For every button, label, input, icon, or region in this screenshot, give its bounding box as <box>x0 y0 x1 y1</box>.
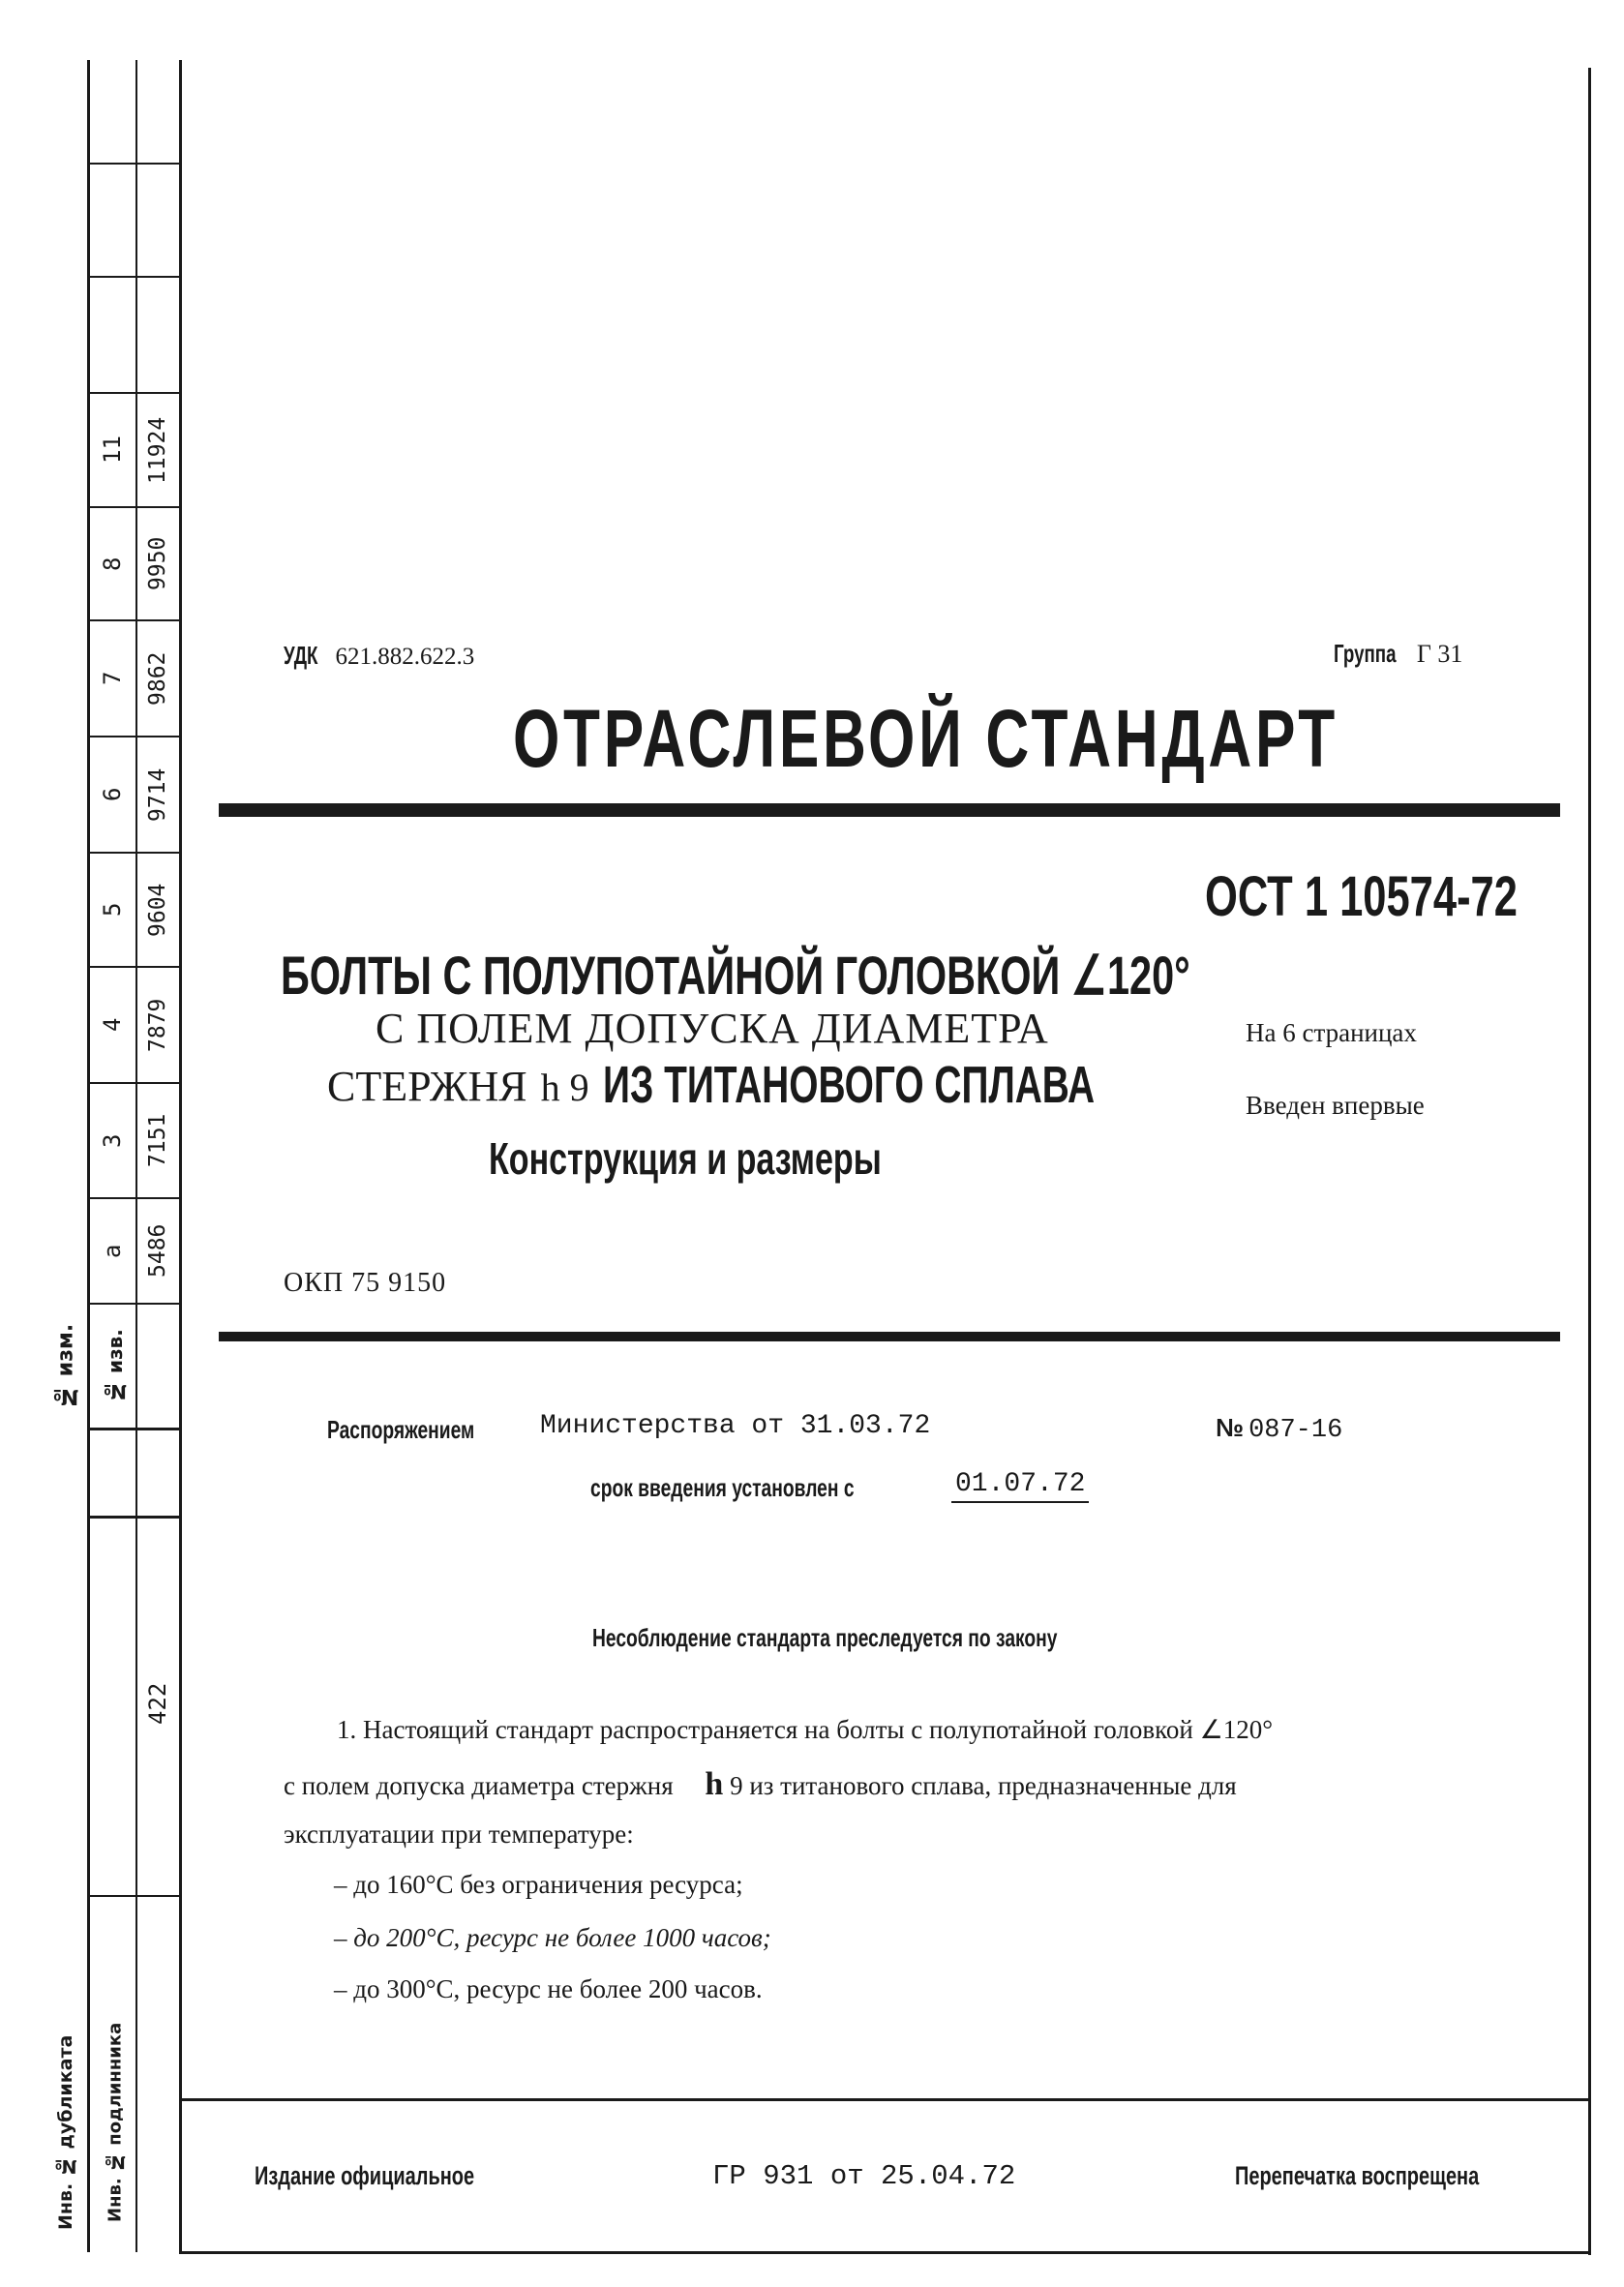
term-value: 01.07.72 <box>951 1469 1089 1503</box>
change-number: 8 <box>99 557 126 571</box>
footer-official-edition: Издание официальное <box>255 2161 475 2190</box>
intro-note: Введен впервые <box>1246 1091 1425 1120</box>
law-notice: Несоблюдение стандарта преследуется по закону <box>592 1623 1058 1652</box>
udk-label: УДК <box>284 641 318 670</box>
title-line-3-b: h 9 <box>540 1066 589 1109</box>
order-number-line <box>1216 1413 1342 1445</box>
notice-number-header: № изв. <box>104 1329 127 1403</box>
body-line-2a: с полем допуска диаметра стержня <box>284 1771 674 1800</box>
title-line-3-a: СТЕРЖНЯ <box>327 1063 527 1110</box>
title-line-3-c: ИЗ ТИТАНОВОГО СПЛАВА <box>602 1056 1095 1114</box>
temp-item-3: – до 300°С, ресурс не более 200 часов. <box>334 1974 763 2003</box>
subtitle: Конструкция и размеры <box>489 1133 882 1184</box>
title-line-1: БОЛТЫ С ПОЛУПОТАЙНОЙ ГОЛОВКОЙ ∠120° <box>281 945 1190 1006</box>
order-number-label: № <box>1216 1413 1244 1442</box>
footer-registration: ГР 931 от 25.04.72 <box>712 2160 1016 2192</box>
frame-strip-right-line <box>179 60 182 2252</box>
group-label: Группа <box>1334 639 1397 668</box>
change-number-header: № изм. <box>53 1323 78 1409</box>
order-text: Министерства от 31.03.72 <box>540 1411 931 1441</box>
notice-number: 9714 <box>145 767 170 822</box>
change-number: 3 <box>99 1133 126 1148</box>
body-line-1: 1. Настоящий стандарт распространяется на болты с полупотайной головкой ∠120° <box>337 1715 1274 1744</box>
change-number: 4 <box>99 1017 126 1033</box>
notice-number: 9604 <box>145 883 170 937</box>
order-label: Распоряжением <box>327 1415 475 1444</box>
notice-number: 9862 <box>145 651 170 706</box>
okp-code: ОКП 75 9150 <box>284 1268 447 1298</box>
group-value: Г 31 <box>1416 640 1463 668</box>
term-label: срок введения установлен с <box>590 1473 855 1502</box>
body-line-2c: 9 из титанового сплава, предназначенные для <box>730 1771 1237 1800</box>
notice-number: 11924 <box>145 416 170 484</box>
main-title: ОТРАСЛЕВОЙ СТАНДАРТ <box>513 693 1338 784</box>
notice-number: 5486 <box>145 1223 170 1279</box>
temp-item-2: – до 200°С, ресурс не более 1000 часов; <box>334 1923 771 1952</box>
inv-duplicate-label: Инв. № дубликата <box>55 2034 76 2230</box>
thick-rule-bottom <box>219 1332 1560 1341</box>
change-number: 11 <box>99 436 126 465</box>
change-number: 5 <box>99 902 126 918</box>
frame-right-line <box>1588 68 1591 2255</box>
change-number: 6 <box>99 787 126 802</box>
notice-number: 7151 <box>145 1113 170 1168</box>
change-number: 7 <box>99 671 126 686</box>
body-line-2 <box>284 1766 1237 1803</box>
thick-rule-top <box>219 803 1560 817</box>
notice-number: 9950 <box>145 536 170 591</box>
footer-top-line <box>179 2098 1591 2101</box>
stamp-grid-line <box>87 276 180 278</box>
body-line-3: эксплуатации при температуре: <box>284 1820 634 1849</box>
udk-line <box>284 641 474 671</box>
inv-original-value: 422 <box>144 1682 171 1725</box>
footer-reprint-prohibited: Перепечатка воспрещена <box>1235 2161 1480 2190</box>
standard-number: ОСТ 1 10574-72 <box>1205 865 1518 928</box>
temp-item-1: – до 160°С без ограничения ресурса; <box>334 1870 743 1899</box>
stamp-grid-line <box>87 1516 180 1519</box>
notice-number: 7879 <box>145 998 170 1052</box>
order-number-value: 087-16 <box>1248 1416 1343 1445</box>
inv-original-label: Инв. № подлинника <box>105 2022 126 2223</box>
stamp-grid-line <box>87 1895 180 1897</box>
udk-value: 621.882.622.3 <box>335 644 475 670</box>
title-line-3 <box>327 1055 1285 1115</box>
stamp-grid-line <box>87 1428 180 1430</box>
pages-count: На 6 страницах <box>1246 1018 1417 1047</box>
body-line-2b: h <box>705 1766 724 1802</box>
stamp-grid-line <box>87 163 180 165</box>
change-number: a <box>99 1244 126 1258</box>
group-line <box>1334 639 1462 669</box>
title-line-2: С ПОЛЕМ ДОПУСКА ДИАМЕТРА <box>376 1005 1049 1052</box>
frame-bottom-line <box>179 2251 1591 2254</box>
